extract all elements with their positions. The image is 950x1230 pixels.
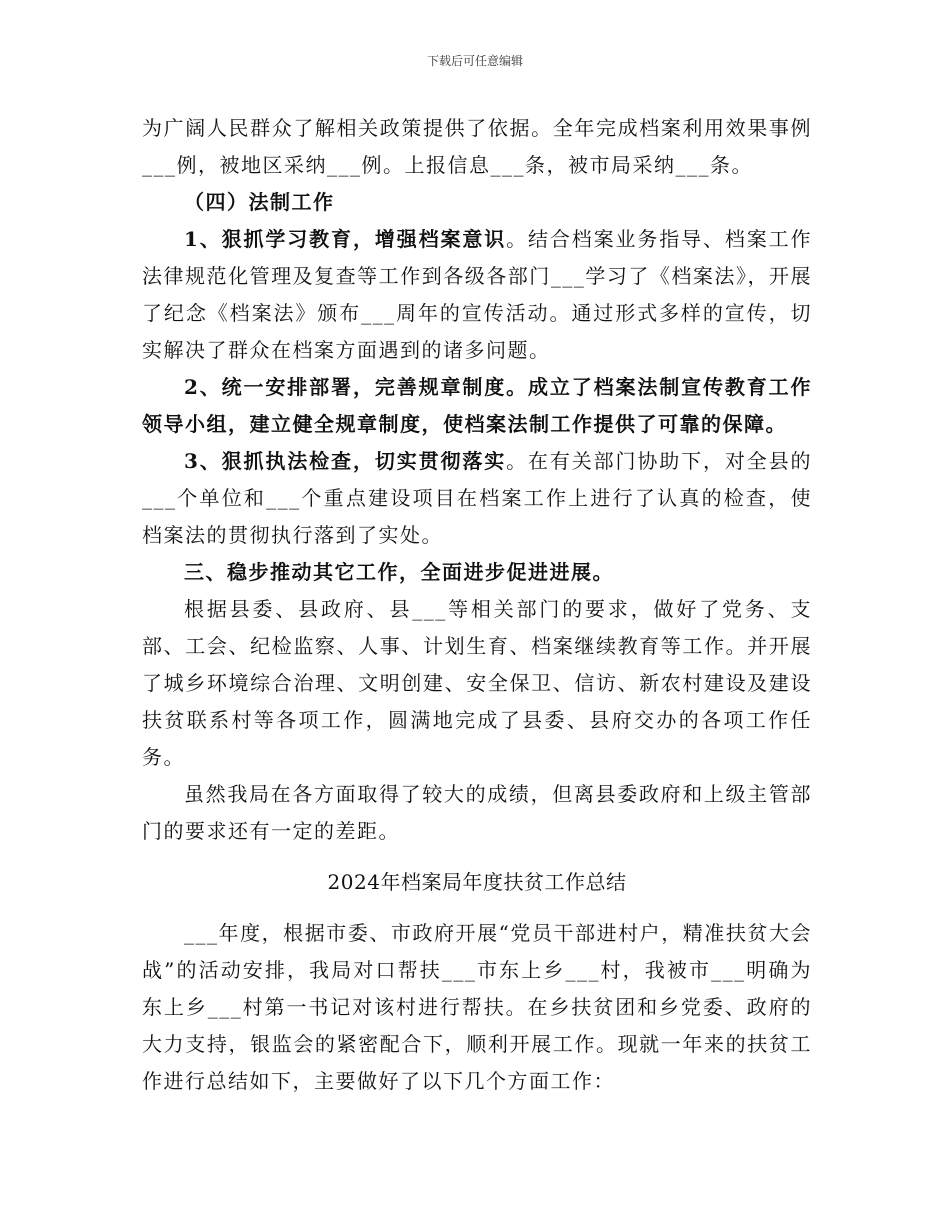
document-body [142, 110, 812, 1100]
item-1-text: 。结合档案业务指导、档案工作法律规范化管理及复查等工作到各级各部门___学习了《档案法》，开展了纪念《档案法》颁布___周年的宣传活动。通过形式多样的宣传，切实解决了群众在档案方面遇到的诸多问题。 [142, 227, 813, 362]
page-header: 下载后可任意编辑 [426, 54, 523, 68]
item-1-heading: 1、狠抓学习教育，增强档案意识 [184, 227, 507, 251]
item-3-heading: 3、狠抓执法检查，切实贯彻落实 [184, 449, 507, 473]
item-3-text: 。在有关部门协助下，对全县的___个单位和___个重点建设项目在档案工作上进行了认真的检查，使档案法的贯彻执行落到了实处。 [142, 449, 813, 547]
paragraph-item-3 [142, 443, 812, 554]
paragraph-poverty-summary: ___年度，根据市委、市政府开展“党员干部进村户，精准扶贫大会战”的活动安排，我局对口帮扶___市东上乡___村，我被市___明确为东上乡___村第一书记对该村进行帮扶。在乡扶贫团和乡党委、政府的大力支持，银监会的紧密配合下，顺利开展工作。现就一年来的扶贫工作进行总结如下，主要做好了以下几个方面工作： [142, 921, 812, 1093]
paragraph-item-2: 2、统一安排部署，完善规章制度。成立了档案法制宣传教育工作领导小组，建立健全规章制度，使档案法制工作提供了可靠的保障。 [142, 375, 812, 436]
paragraph-item-1 [142, 221, 812, 369]
document-title: 2024年档案局年度扶贫工作总结 [327, 870, 627, 894]
paragraph-gap-remark: 虽然我局在各方面取得了较大的成绩，但离县委政府和上级主管部门的要求还有一定的差距。 [142, 782, 812, 843]
section-heading-other-work: 三、稳步推动其它工作，全面进步促进进展。 [184, 560, 614, 584]
paragraph-other-work: 根据县委、县政府、县___等相关部门的要求，做好了党务、支部、工会、纪检监察、人事、计划生育、档案继续教育等工作。并开展了城乡环境综合治理、文明创建、安全保卫、信访、新农村建设及建设扶贫联系村等各项工作，圆满地完成了县委、县府交办的各项工作任务。 [142, 597, 812, 769]
section-heading-legal-work: （四）法制工作 [184, 190, 335, 214]
paragraph-policy-basis: 为广阔人民群众了解相关政策提供了依据。全年完成档案利用效果事例___例，被地区采纳___例。上报信息___条，被市局采纳___条。 [142, 116, 812, 177]
